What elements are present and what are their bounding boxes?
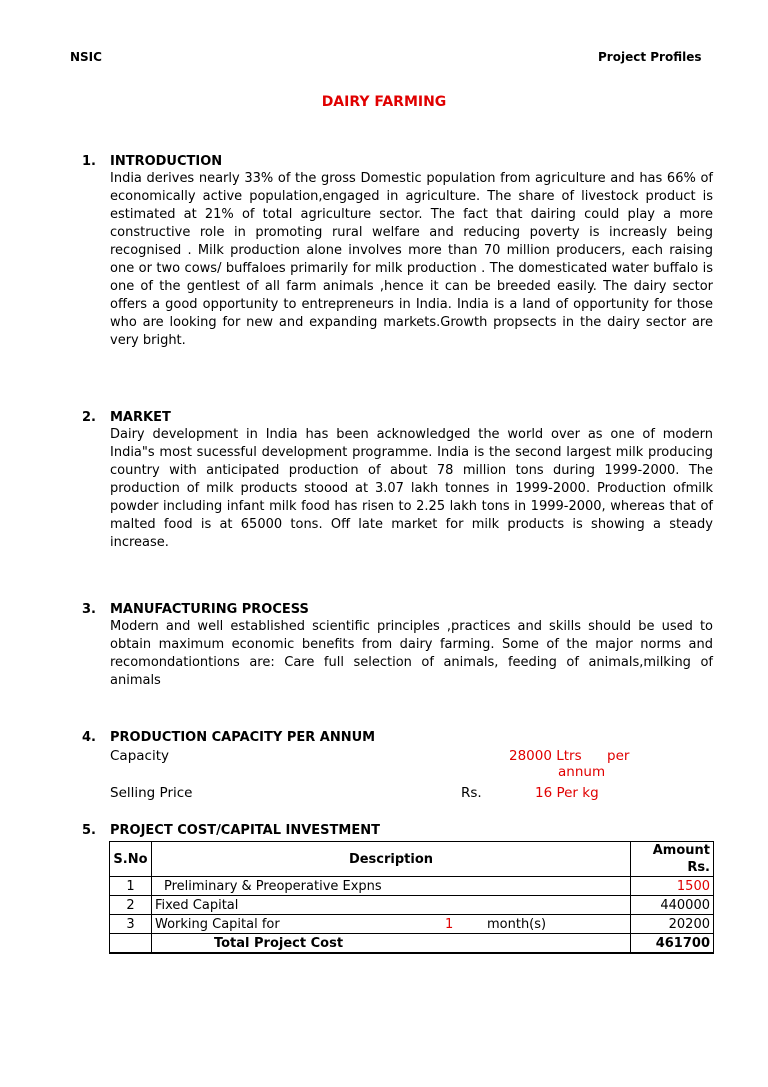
row-sno: 2 bbox=[110, 896, 152, 915]
capacity-unit-annum: annum bbox=[558, 764, 606, 780]
section-body: India derives nearly 33% of the gross Domestic population from agriculture and has 66% of economically active population,engaged in agriculture. The share of livestock product is estimated at 21% of total agriculture sector. The fact that dairing could play a more constructive role in promoting rural welfare and reducing poverty is increasly being recognised . Milk production alone involves more than 70 million producers, each raising one or two cows/ buffaloes primarily for milk production . The domesticated water buffalo is one of the gentlest of all farm animals ,hence it can be breeded easily. The dairy sector offers a good opportunity to entrepreneurs in India. India is a land of opportunity for those who are looking for new and expanding markets.Growth propsects in the dairy sector are very bright. bbox=[110, 171, 713, 348]
row-amount: 440000 bbox=[631, 896, 714, 915]
row-sno: 1 bbox=[110, 877, 152, 896]
section-title: MANUFACTURING PROCESS bbox=[110, 602, 309, 617]
table-header-row bbox=[110, 842, 714, 877]
capacity-label: Capacity bbox=[110, 748, 169, 764]
total-label: Total Project Cost bbox=[151, 934, 630, 954]
section-number: 4. bbox=[82, 730, 96, 745]
section-heading bbox=[82, 601, 713, 618]
section-body: Dairy development in India has been acknowledged the world over as one of modern India"s most sucessful development programme. India is the second largest milk producing country with anticipated production of about 78 million tons during 1999-2000. The production of milk products stoood at 3.07 lakh tonnes in 1999-2000. Production ofmilk powder including infant milk food has risen to 2.25 lakh tons in 1999-2000, whereas that of malted food is at 65000 tons. Off late market for milk products is showing a steady increase. bbox=[110, 427, 713, 550]
section-body: Modern and well established scientific principles ,practices and skills should be used to obtain maximum economic benefits from dairy farming. Some of the major norms and recomondationtions are: Care full selection of animals, feeding of animals,milking of animals bbox=[110, 619, 713, 688]
capacity-value: 28000 Ltrs bbox=[509, 748, 582, 764]
section-number: 2. bbox=[82, 410, 96, 425]
capacity-unit-per: per bbox=[607, 748, 630, 764]
selling-price-label: Selling Price bbox=[110, 785, 193, 801]
section-heading bbox=[82, 822, 713, 839]
table-row bbox=[110, 896, 714, 915]
section-title: PROJECT COST/CAPITAL INVESTMENT bbox=[110, 823, 380, 838]
section-title: MARKET bbox=[110, 410, 171, 425]
section-market bbox=[82, 409, 713, 552]
table-row bbox=[110, 877, 714, 896]
row-description-cell bbox=[151, 915, 630, 934]
section-heading bbox=[82, 409, 713, 426]
section-title: PRODUCTION CAPACITY PER ANNUM bbox=[110, 730, 376, 745]
section-heading bbox=[82, 729, 713, 746]
header-amount: Amount Rs. bbox=[631, 842, 714, 877]
page-title: DAIRY FARMING bbox=[321, 94, 447, 110]
section-number: 3. bbox=[82, 602, 96, 617]
working-capital-months: 1 bbox=[444, 916, 454, 932]
section-number: 1. bbox=[82, 154, 96, 169]
row-description: Working Capital for bbox=[154, 916, 280, 932]
section-introduction bbox=[82, 153, 713, 350]
selling-price-value: 16 Per kg bbox=[535, 785, 599, 801]
row-amount: 20200 bbox=[631, 915, 714, 934]
total-sno-empty bbox=[110, 934, 152, 954]
section-production-capacity bbox=[82, 729, 713, 746]
header-description: Description bbox=[151, 842, 630, 877]
section-title: INTRODUCTION bbox=[110, 154, 223, 169]
header-left: NSIC bbox=[70, 50, 102, 64]
working-capital-months-unit: month(s) bbox=[486, 916, 547, 932]
header-right: Project Profiles bbox=[598, 50, 702, 64]
project-cost-table bbox=[109, 841, 714, 954]
section-project-cost bbox=[82, 822, 713, 839]
section-number: 5. bbox=[82, 823, 96, 838]
total-amount: 461700 bbox=[631, 934, 714, 954]
row-description: Preliminary & Preoperative Expns bbox=[151, 877, 630, 896]
row-sno: 3 bbox=[110, 915, 152, 934]
section-heading bbox=[82, 153, 713, 170]
row-amount: 1500 bbox=[631, 877, 714, 896]
table-row bbox=[110, 915, 714, 934]
selling-price-currency: Rs. bbox=[461, 785, 482, 801]
section-manufacturing bbox=[82, 601, 713, 690]
header-sno: S.No bbox=[110, 842, 152, 877]
row-description: Fixed Capital bbox=[151, 896, 630, 915]
table-total-row bbox=[110, 934, 714, 954]
